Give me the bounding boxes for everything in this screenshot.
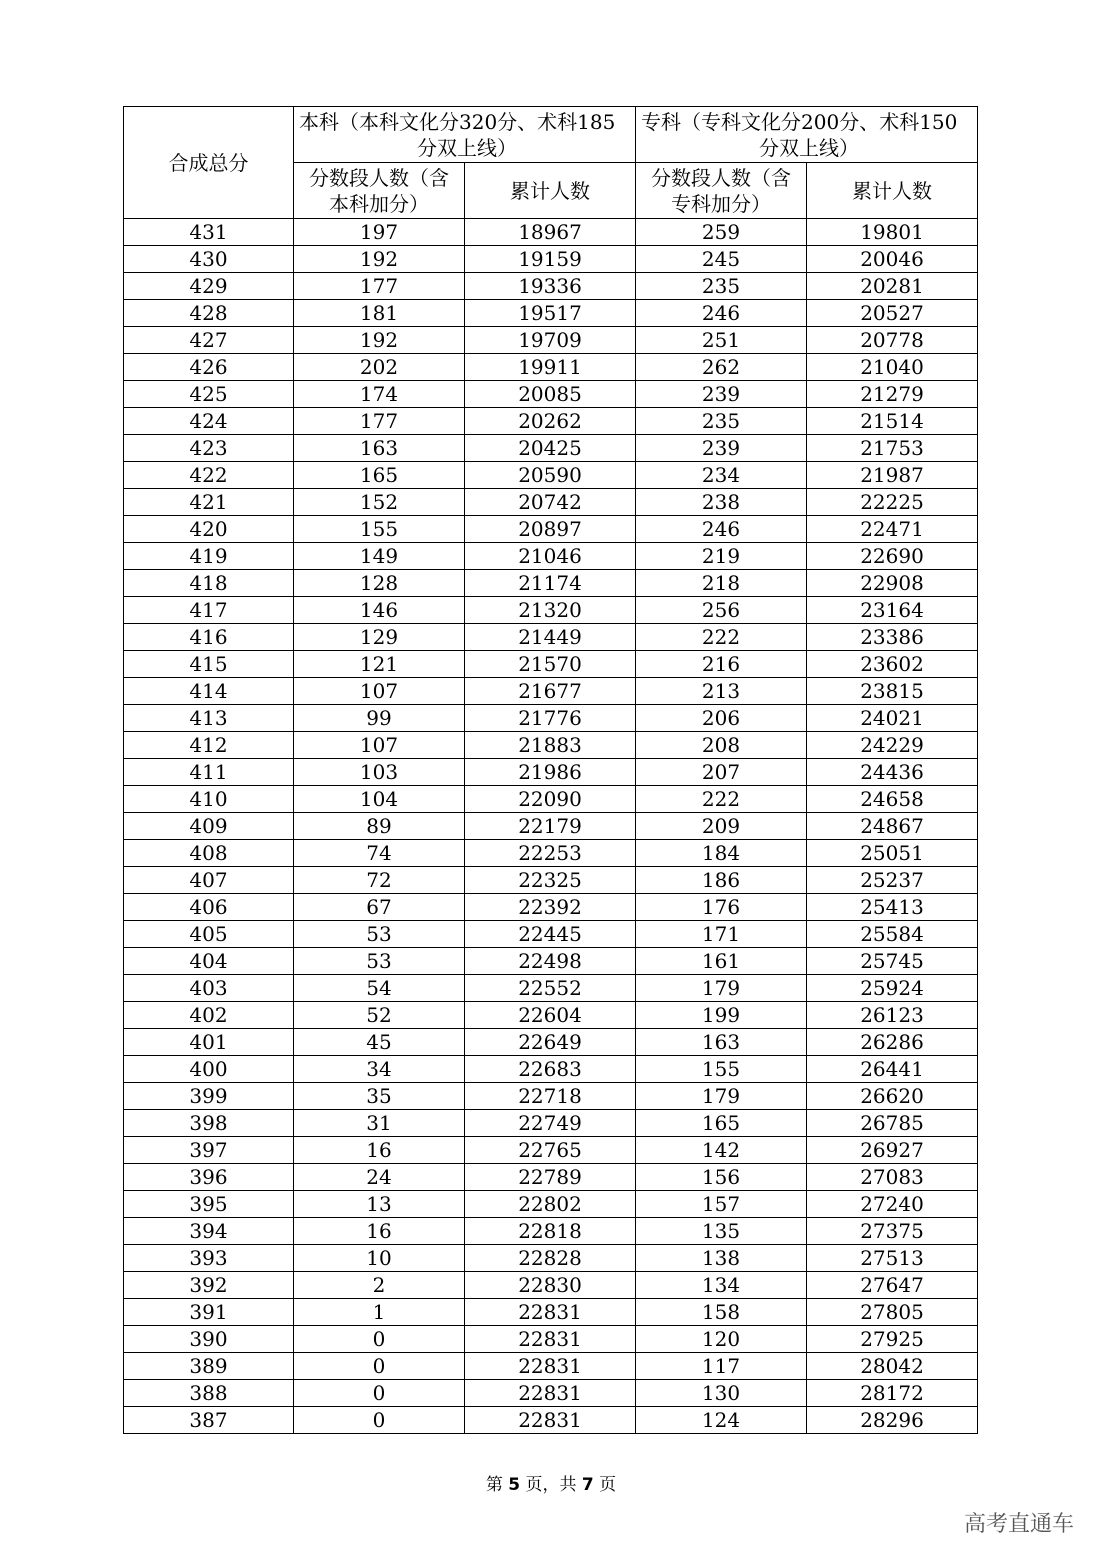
score-cell: 403 — [124, 975, 294, 1002]
benke-cumulative-cell: 19709 — [465, 327, 636, 354]
header-zhuanke-group-line2: 分双上线） — [759, 135, 860, 160]
zhuanke-count-cell: 216 — [636, 651, 807, 678]
zhuanke-cumulative-cell: 21753 — [807, 435, 978, 462]
zhuanke-count-cell: 246 — [636, 300, 807, 327]
benke-count-cell: 103 — [294, 759, 465, 786]
score-cell: 408 — [124, 840, 294, 867]
benke-cumulative-cell: 22830 — [465, 1272, 636, 1299]
benke-count-cell: 53 — [294, 948, 465, 975]
table-row — [124, 1002, 978, 1029]
benke-count-cell: 34 — [294, 1056, 465, 1083]
score-distribution-table — [123, 106, 978, 1434]
zhuanke-count-cell: 158 — [636, 1299, 807, 1326]
score-cell: 422 — [124, 462, 294, 489]
header-benke-group-line2: 分双上线） — [417, 135, 517, 160]
zhuanke-cumulative-cell: 23386 — [807, 624, 978, 651]
zhuanke-count-cell: 155 — [636, 1056, 807, 1083]
zhuanke-count-cell: 117 — [636, 1353, 807, 1380]
score-cell: 392 — [124, 1272, 294, 1299]
benke-count-cell: 45 — [294, 1029, 465, 1056]
table-row — [124, 354, 978, 381]
benke-count-cell: 129 — [294, 624, 465, 651]
benke-count-cell: 1 — [294, 1299, 465, 1326]
benke-cumulative-cell: 22831 — [465, 1299, 636, 1326]
table-row — [124, 1353, 978, 1380]
benke-cumulative-cell: 22831 — [465, 1407, 636, 1434]
zhuanke-count-cell: 130 — [636, 1380, 807, 1407]
zhuanke-cumulative-cell: 26927 — [807, 1137, 978, 1164]
zhuanke-count-cell: 157 — [636, 1191, 807, 1218]
score-cell: 387 — [124, 1407, 294, 1434]
zhuanke-count-cell: 206 — [636, 705, 807, 732]
header-benke-count-line2: 本科加分） — [329, 191, 429, 216]
zhuanke-cumulative-cell: 26123 — [807, 1002, 978, 1029]
score-cell: 396 — [124, 1164, 294, 1191]
benke-count-cell: 202 — [294, 354, 465, 381]
zhuanke-cumulative-cell: 21279 — [807, 381, 978, 408]
benke-count-cell: 163 — [294, 435, 465, 462]
table-row — [124, 759, 978, 786]
benke-cumulative-cell: 22604 — [465, 1002, 636, 1029]
benke-cumulative-cell: 22765 — [465, 1137, 636, 1164]
benke-cumulative-cell: 20262 — [465, 408, 636, 435]
table-row — [124, 1326, 978, 1353]
zhuanke-cumulative-cell: 28042 — [807, 1353, 978, 1380]
zhuanke-count-cell: 120 — [636, 1326, 807, 1353]
score-cell: 413 — [124, 705, 294, 732]
benke-cumulative-cell: 22179 — [465, 813, 636, 840]
zhuanke-count-cell: 218 — [636, 570, 807, 597]
table-row — [124, 1083, 978, 1110]
score-cell: 405 — [124, 921, 294, 948]
zhuanke-cumulative-cell: 21987 — [807, 462, 978, 489]
header-benke-count-line1: 分数段人数（含 — [309, 165, 449, 190]
benke-cumulative-cell: 21986 — [465, 759, 636, 786]
benke-cumulative-cell: 22253 — [465, 840, 636, 867]
score-cell: 390 — [124, 1326, 294, 1353]
zhuanke-count-cell: 235 — [636, 273, 807, 300]
zhuanke-count-cell: 245 — [636, 246, 807, 273]
score-cell: 395 — [124, 1191, 294, 1218]
header-total-score: 合成总分 — [124, 107, 294, 219]
benke-count-cell: 107 — [294, 678, 465, 705]
table-row — [124, 651, 978, 678]
benke-count-cell: 52 — [294, 1002, 465, 1029]
score-cell: 412 — [124, 732, 294, 759]
footer-total-pages: 7 — [581, 1475, 594, 1495]
table-row — [124, 678, 978, 705]
zhuanke-cumulative-cell: 28296 — [807, 1407, 978, 1434]
zhuanke-count-cell: 239 — [636, 381, 807, 408]
benke-count-cell: 155 — [294, 516, 465, 543]
benke-count-cell: 54 — [294, 975, 465, 1002]
benke-cumulative-cell: 22498 — [465, 948, 636, 975]
zhuanke-cumulative-cell: 26441 — [807, 1056, 978, 1083]
zhuanke-cumulative-cell: 27240 — [807, 1191, 978, 1218]
table-row — [124, 1137, 978, 1164]
table-row — [124, 1218, 978, 1245]
footer-suffix: 页 — [599, 1475, 617, 1495]
zhuanke-count-cell: 222 — [636, 786, 807, 813]
table-row — [124, 1191, 978, 1218]
score-cell: 416 — [124, 624, 294, 651]
zhuanke-cumulative-cell: 26286 — [807, 1029, 978, 1056]
table-row — [124, 975, 978, 1002]
benke-cumulative-cell: 20897 — [465, 516, 636, 543]
score-cell: 428 — [124, 300, 294, 327]
table-row — [124, 1164, 978, 1191]
table-row — [124, 327, 978, 354]
zhuanke-count-cell: 184 — [636, 840, 807, 867]
benke-cumulative-cell: 22718 — [465, 1083, 636, 1110]
score-cell: 393 — [124, 1245, 294, 1272]
table-row — [124, 705, 978, 732]
benke-cumulative-cell: 19517 — [465, 300, 636, 327]
score-cell: 424 — [124, 408, 294, 435]
zhuanke-cumulative-cell: 22471 — [807, 516, 978, 543]
benke-count-cell: 2 — [294, 1272, 465, 1299]
benke-cumulative-cell: 22683 — [465, 1056, 636, 1083]
score-cell: 394 — [124, 1218, 294, 1245]
zhuanke-cumulative-cell: 20527 — [807, 300, 978, 327]
zhuanke-count-cell: 219 — [636, 543, 807, 570]
benke-count-cell: 89 — [294, 813, 465, 840]
zhuanke-cumulative-cell: 22690 — [807, 543, 978, 570]
benke-count-cell: 67 — [294, 894, 465, 921]
benke-cumulative-cell: 19911 — [465, 354, 636, 381]
benke-count-cell: 181 — [294, 300, 465, 327]
zhuanke-count-cell: 239 — [636, 435, 807, 462]
score-cell: 409 — [124, 813, 294, 840]
zhuanke-count-cell: 134 — [636, 1272, 807, 1299]
benke-count-cell: 13 — [294, 1191, 465, 1218]
benke-cumulative-cell: 20085 — [465, 381, 636, 408]
benke-cumulative-cell: 22831 — [465, 1326, 636, 1353]
benke-cumulative-cell: 21776 — [465, 705, 636, 732]
zhuanke-cumulative-cell: 25745 — [807, 948, 978, 975]
score-cell: 420 — [124, 516, 294, 543]
watermark: 高考直通车 — [963, 1512, 1074, 1537]
zhuanke-count-cell: 213 — [636, 678, 807, 705]
zhuanke-cumulative-cell: 23602 — [807, 651, 978, 678]
zhuanke-count-cell: 246 — [636, 516, 807, 543]
benke-count-cell: 197 — [294, 219, 465, 246]
benke-count-cell: 24 — [294, 1164, 465, 1191]
table-row — [124, 570, 978, 597]
benke-count-cell: 152 — [294, 489, 465, 516]
benke-cumulative-cell: 22552 — [465, 975, 636, 1002]
table-row — [124, 516, 978, 543]
zhuanke-cumulative-cell: 25584 — [807, 921, 978, 948]
benke-count-cell: 192 — [294, 246, 465, 273]
zhuanke-count-cell: 179 — [636, 1083, 807, 1110]
benke-cumulative-cell: 21046 — [465, 543, 636, 570]
benke-count-cell: 177 — [294, 273, 465, 300]
benke-cumulative-cell: 21677 — [465, 678, 636, 705]
zhuanke-cumulative-cell: 24021 — [807, 705, 978, 732]
benke-count-cell: 0 — [294, 1353, 465, 1380]
zhuanke-cumulative-cell: 25051 — [807, 840, 978, 867]
table-row — [124, 246, 978, 273]
score-cell: 430 — [124, 246, 294, 273]
zhuanke-cumulative-cell: 20778 — [807, 327, 978, 354]
zhuanke-cumulative-cell: 27513 — [807, 1245, 978, 1272]
zhuanke-cumulative-cell: 26785 — [807, 1110, 978, 1137]
zhuanke-cumulative-cell: 25413 — [807, 894, 978, 921]
zhuanke-cumulative-cell: 22225 — [807, 489, 978, 516]
benke-cumulative-cell: 18967 — [465, 219, 636, 246]
benke-count-cell: 16 — [294, 1218, 465, 1245]
score-cell: 417 — [124, 597, 294, 624]
zhuanke-count-cell: 207 — [636, 759, 807, 786]
score-cell: 425 — [124, 381, 294, 408]
zhuanke-count-cell: 163 — [636, 1029, 807, 1056]
benke-count-cell: 128 — [294, 570, 465, 597]
benke-cumulative-cell: 22649 — [465, 1029, 636, 1056]
zhuanke-count-cell: 209 — [636, 813, 807, 840]
header-zhuanke-count-line2: 专科加分） — [671, 191, 772, 216]
zhuanke-count-cell: 235 — [636, 408, 807, 435]
score-cell: 398 — [124, 1110, 294, 1137]
benke-cumulative-cell: 22802 — [465, 1191, 636, 1218]
header-zhuanke-count — [636, 163, 807, 219]
benke-cumulative-cell: 22090 — [465, 786, 636, 813]
benke-cumulative-cell: 21320 — [465, 597, 636, 624]
benke-cumulative-cell: 21449 — [465, 624, 636, 651]
zhuanke-count-cell: 238 — [636, 489, 807, 516]
benke-count-cell: 99 — [294, 705, 465, 732]
zhuanke-count-cell: 262 — [636, 354, 807, 381]
benke-count-cell: 10 — [294, 1245, 465, 1272]
benke-count-cell: 0 — [294, 1380, 465, 1407]
zhuanke-cumulative-cell: 19801 — [807, 219, 978, 246]
zhuanke-cumulative-cell: 26620 — [807, 1083, 978, 1110]
benke-cumulative-cell: 22828 — [465, 1245, 636, 1272]
table-row — [124, 597, 978, 624]
page-footer — [0, 1470, 1102, 1495]
score-cell: 402 — [124, 1002, 294, 1029]
table-row — [124, 1056, 978, 1083]
score-cell: 391 — [124, 1299, 294, 1326]
footer-page-number: 5 — [508, 1475, 521, 1495]
benke-cumulative-cell: 22445 — [465, 921, 636, 948]
benke-count-cell: 165 — [294, 462, 465, 489]
header-benke-group — [294, 107, 636, 163]
table-row — [124, 1380, 978, 1407]
benke-count-cell: 146 — [294, 597, 465, 624]
zhuanke-cumulative-cell: 22908 — [807, 570, 978, 597]
table-row — [124, 867, 978, 894]
table-row — [124, 1272, 978, 1299]
table-row — [124, 813, 978, 840]
zhuanke-cumulative-cell: 24867 — [807, 813, 978, 840]
zhuanke-count-cell: 251 — [636, 327, 807, 354]
zhuanke-cumulative-cell: 20281 — [807, 273, 978, 300]
zhuanke-count-cell: 256 — [636, 597, 807, 624]
table-row — [124, 840, 978, 867]
benke-cumulative-cell: 22749 — [465, 1110, 636, 1137]
score-cell: 410 — [124, 786, 294, 813]
zhuanke-count-cell: 161 — [636, 948, 807, 975]
zhuanke-cumulative-cell: 20046 — [807, 246, 978, 273]
score-cell: 389 — [124, 1353, 294, 1380]
zhuanke-count-cell: 176 — [636, 894, 807, 921]
zhuanke-count-cell: 165 — [636, 1110, 807, 1137]
zhuanke-cumulative-cell: 25237 — [807, 867, 978, 894]
zhuanke-cumulative-cell: 27375 — [807, 1218, 978, 1245]
benke-count-cell: 192 — [294, 327, 465, 354]
header-benke-count — [294, 163, 465, 219]
zhuanke-count-cell: 222 — [636, 624, 807, 651]
score-cell: 388 — [124, 1380, 294, 1407]
table-row — [124, 1110, 978, 1137]
score-cell: 407 — [124, 867, 294, 894]
zhuanke-count-cell: 142 — [636, 1137, 807, 1164]
zhuanke-cumulative-cell: 24229 — [807, 732, 978, 759]
benke-count-cell: 16 — [294, 1137, 465, 1164]
table-row — [124, 273, 978, 300]
header-benke-group-line1: 本科（本科文化分320分、术科185 — [299, 109, 616, 134]
zhuanke-cumulative-cell: 27925 — [807, 1326, 978, 1353]
zhuanke-cumulative-cell: 21040 — [807, 354, 978, 381]
benke-cumulative-cell: 22818 — [465, 1218, 636, 1245]
benke-count-cell: 104 — [294, 786, 465, 813]
table-row — [124, 624, 978, 651]
zhuanke-cumulative-cell: 25924 — [807, 975, 978, 1002]
table-body — [124, 219, 978, 1434]
score-cell: 415 — [124, 651, 294, 678]
zhuanke-count-cell: 199 — [636, 1002, 807, 1029]
zhuanke-count-cell: 156 — [636, 1164, 807, 1191]
benke-cumulative-cell: 19336 — [465, 273, 636, 300]
header-zhuanke-count-line1: 分数段人数（含 — [651, 165, 792, 190]
table-row — [124, 435, 978, 462]
score-cell: 421 — [124, 489, 294, 516]
benke-count-cell: 35 — [294, 1083, 465, 1110]
benke-count-cell: 31 — [294, 1110, 465, 1137]
table-row — [124, 300, 978, 327]
score-cell: 414 — [124, 678, 294, 705]
score-cell: 427 — [124, 327, 294, 354]
table-row — [124, 894, 978, 921]
zhuanke-cumulative-cell: 27083 — [807, 1164, 978, 1191]
table-row — [124, 1299, 978, 1326]
header-benke-cumulative: 累计人数 — [465, 163, 636, 219]
table-row — [124, 462, 978, 489]
score-cell: 400 — [124, 1056, 294, 1083]
table-row — [124, 219, 978, 246]
score-cell: 431 — [124, 219, 294, 246]
zhuanke-count-cell: 124 — [636, 1407, 807, 1434]
benke-cumulative-cell: 21174 — [465, 570, 636, 597]
zhuanke-count-cell: 179 — [636, 975, 807, 1002]
benke-count-cell: 177 — [294, 408, 465, 435]
table-row — [124, 786, 978, 813]
zhuanke-cumulative-cell: 23815 — [807, 678, 978, 705]
table-row — [124, 921, 978, 948]
zhuanke-cumulative-cell: 23164 — [807, 597, 978, 624]
table-row — [124, 1407, 978, 1434]
table-row — [124, 1245, 978, 1272]
zhuanke-count-cell: 171 — [636, 921, 807, 948]
table-row — [124, 381, 978, 408]
benke-cumulative-cell: 22392 — [465, 894, 636, 921]
zhuanke-count-cell: 138 — [636, 1245, 807, 1272]
score-cell: 419 — [124, 543, 294, 570]
zhuanke-cumulative-cell: 27647 — [807, 1272, 978, 1299]
table-row — [124, 1029, 978, 1056]
benke-cumulative-cell: 22831 — [465, 1353, 636, 1380]
zhuanke-cumulative-cell: 27805 — [807, 1299, 978, 1326]
zhuanke-count-cell: 259 — [636, 219, 807, 246]
benke-cumulative-cell: 22831 — [465, 1380, 636, 1407]
score-cell: 401 — [124, 1029, 294, 1056]
zhuanke-cumulative-cell: 24658 — [807, 786, 978, 813]
table-row — [124, 489, 978, 516]
benke-cumulative-cell: 20590 — [465, 462, 636, 489]
score-cell: 411 — [124, 759, 294, 786]
header-zhuanke-group — [636, 107, 978, 163]
score-cell: 406 — [124, 894, 294, 921]
benke-cumulative-cell: 20742 — [465, 489, 636, 516]
score-cell: 423 — [124, 435, 294, 462]
header-zhuanke-group-line1: 专科（专科文化分200分、术科150 — [641, 109, 958, 134]
score-cell: 404 — [124, 948, 294, 975]
footer-prefix: 第 — [485, 1475, 503, 1495]
benke-cumulative-cell: 22325 — [465, 867, 636, 894]
table-row — [124, 543, 978, 570]
zhuanke-cumulative-cell: 24436 — [807, 759, 978, 786]
score-cell: 397 — [124, 1137, 294, 1164]
benke-count-cell: 0 — [294, 1326, 465, 1353]
benke-cumulative-cell: 21883 — [465, 732, 636, 759]
score-cell: 429 — [124, 273, 294, 300]
score-cell: 426 — [124, 354, 294, 381]
benke-count-cell: 74 — [294, 840, 465, 867]
score-cell: 418 — [124, 570, 294, 597]
zhuanke-cumulative-cell: 21514 — [807, 408, 978, 435]
header-zhuanke-cumulative: 累计人数 — [807, 163, 978, 219]
benke-count-cell: 72 — [294, 867, 465, 894]
benke-cumulative-cell: 21570 — [465, 651, 636, 678]
benke-count-cell: 107 — [294, 732, 465, 759]
table-row — [124, 732, 978, 759]
zhuanke-count-cell: 186 — [636, 867, 807, 894]
benke-count-cell: 149 — [294, 543, 465, 570]
benke-cumulative-cell: 19159 — [465, 246, 636, 273]
footer-mid: 页，共 — [525, 1475, 577, 1495]
benke-count-cell: 174 — [294, 381, 465, 408]
zhuanke-count-cell: 135 — [636, 1218, 807, 1245]
zhuanke-count-cell: 208 — [636, 732, 807, 759]
benke-cumulative-cell: 20425 — [465, 435, 636, 462]
zhuanke-cumulative-cell: 28172 — [807, 1380, 978, 1407]
table-row — [124, 408, 978, 435]
benke-count-cell: 53 — [294, 921, 465, 948]
benke-cumulative-cell: 22789 — [465, 1164, 636, 1191]
benke-count-cell: 121 — [294, 651, 465, 678]
benke-count-cell: 0 — [294, 1407, 465, 1434]
table-row — [124, 948, 978, 975]
zhuanke-count-cell: 234 — [636, 462, 807, 489]
score-cell: 399 — [124, 1083, 294, 1110]
